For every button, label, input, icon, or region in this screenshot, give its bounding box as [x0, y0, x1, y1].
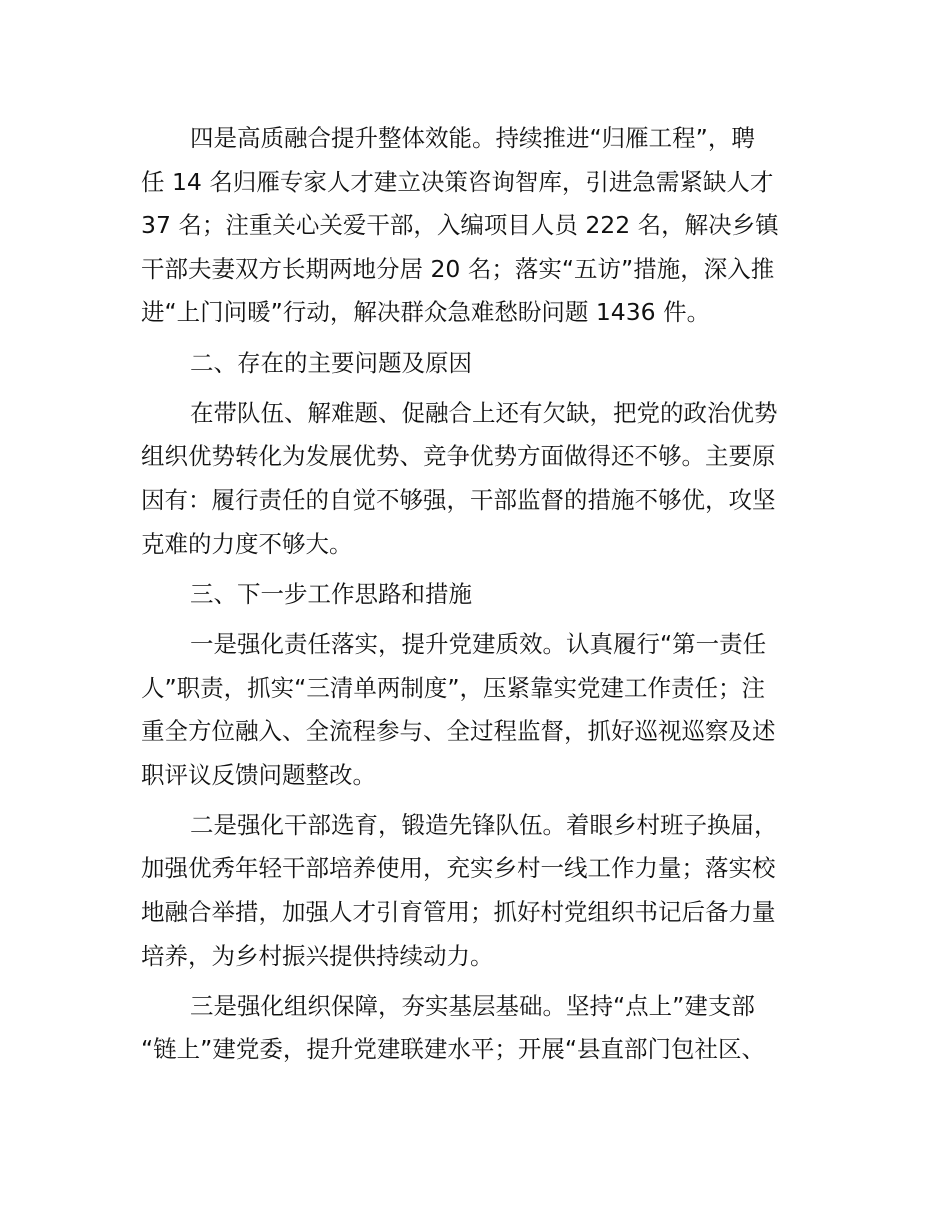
paragraph-organization-guarantee [141, 985, 811, 1072]
text-line: 一是强化责任落实，提升党建质效。认真履行“第一责任 [190, 629, 767, 658]
text-line: 组织优势转化为发展优势、竞争优势方面做得还不够。主要原 [141, 442, 776, 471]
paragraph-responsibility [141, 623, 811, 797]
text-line: 任 14 名归雁专家人才建立决策咨询智库，引进急需紧缺人才 [141, 167, 774, 196]
text-line: “链上”建党委，提升党建联建水平；开展“县直部门包社区、 [141, 1035, 766, 1064]
text-line: 重全方位融入、全流程参与、全过程监督，抓好巡视巡察及述 [141, 717, 776, 746]
text-line: 干部夫妻双方长期两地分居 20 名；落实“五访”措施，深入推 [141, 254, 775, 283]
text-line: 二是强化干部选育，锻造先锋队伍。着眼乡村班子换届， [190, 810, 778, 839]
text-line: 进“上门问暖”行动，解决群众急难愁盼问题 1436 件。 [141, 298, 711, 327]
text-line: 加强优秀年轻干部培养使用，充实乡村一线工作力量；落实校 [141, 854, 776, 883]
section-heading-text: 三、下一步工作思路和措施 [190, 579, 472, 608]
document-body [141, 117, 811, 1072]
text-line: 职评议反馈问题整改。 [141, 760, 376, 789]
text-line: 37 名；注重关心关爱干部，入编项目人员 222 名，解决乡镇 [141, 211, 779, 240]
text-line: 在带队伍、解难题、促融合上还有欠缺，把党的政治优势 [190, 398, 778, 427]
text-line: 培养，为乡村振兴提供持续动力。 [141, 941, 494, 970]
text-line: 地融合举措，加强人才引育管用；抓好村党组织书记后备力量 [141, 898, 776, 927]
paragraph-fusion-efficiency [141, 117, 811, 335]
text-line: 因有：履行责任的自觉不够强，干部监督的措施不够优，攻坚 [141, 485, 776, 514]
paragraph-problems [141, 392, 811, 566]
section-heading-problems [141, 342, 811, 386]
text-line: 四是高质融合提升整体效能。持续推进“归雁工程”，聘 [190, 124, 755, 152]
text-line: 三是强化组织保障，夯实基层基础。坚持“点上”建支部 [190, 991, 755, 1020]
section-heading-next-steps [141, 573, 811, 617]
text-line: 人”职责，抓实“三清单两制度”，压紧靠实党建工作责任；注 [141, 673, 766, 702]
paragraph-cadre-training [141, 804, 811, 978]
text-line: 克难的力度不够大。 [141, 529, 353, 558]
section-heading-text: 二、存在的主要问题及原因 [190, 348, 472, 377]
